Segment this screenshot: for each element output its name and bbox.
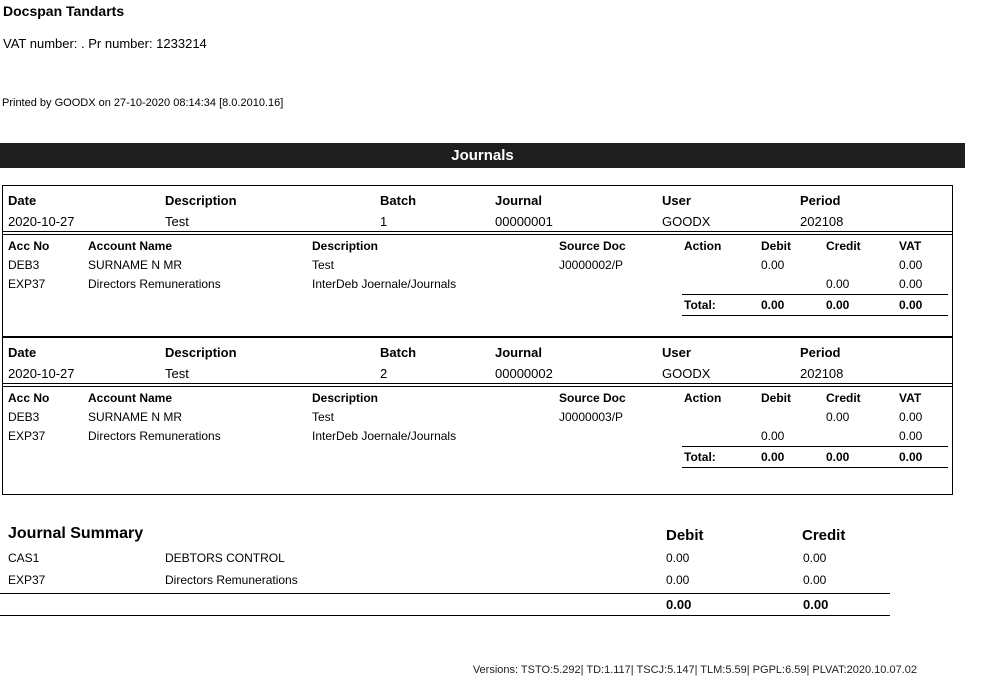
report-title-banner [0, 143, 965, 168]
description-header: Description [165, 345, 237, 360]
journal-block-1 [2, 185, 953, 337]
summary-debit: 0.00 [666, 551, 690, 565]
entry-acc-no: EXP37 [8, 277, 46, 291]
account-name-header: Account Name [88, 239, 173, 253]
entry-acc-no: EXP37 [8, 429, 46, 443]
vat-header: VAT [899, 239, 922, 253]
entry-debit: 0.00 [761, 258, 785, 272]
entry-vat: 0.00 [899, 429, 923, 443]
total-label: Total: [684, 298, 716, 312]
journal-user: GOODX [662, 366, 711, 381]
journal-header-values [3, 366, 952, 383]
journal-number: 00000001 [495, 214, 553, 229]
journal-header-values [3, 214, 952, 231]
journal-summary-title: Journal Summary [8, 525, 144, 542]
total-credit: 0.00 [826, 298, 850, 312]
debit-header: Debit [761, 239, 791, 253]
journal-header: Journal [495, 193, 542, 208]
summary-total-debit: 0.00 [666, 597, 692, 612]
journal-period: 202108 [800, 366, 844, 381]
entry-acc-no: DEB3 [8, 410, 40, 424]
summary-total-rule-top [0, 593, 890, 594]
double-separator [3, 231, 952, 235]
period-header: Period [800, 193, 841, 208]
journal-header-labels [3, 193, 952, 210]
total-vat: 0.00 [899, 450, 923, 464]
total-debit: 0.00 [761, 450, 785, 464]
entry-source-doc: J0000003/P [559, 410, 624, 424]
user-header: User [662, 345, 691, 360]
journal-header-labels [3, 345, 952, 362]
action-header: Action [684, 239, 722, 253]
versions-footer: Versions: TSTO:5.292| TD:1.117| TSCJ:5.147| TLM:5.59| PGPL:6.59| PLVAT:2020.10.07.02 [472, 664, 917, 676]
summary-row [0, 551, 1008, 568]
entry-desc: Test [312, 410, 335, 424]
journal-total-row [3, 298, 952, 315]
summary-total-rule-bottom [0, 615, 890, 616]
journal-date: 2020-10-27 [8, 214, 75, 229]
entry-row [3, 258, 952, 275]
summary-total-credit: 0.00 [803, 597, 829, 612]
summary-acc-no: CAS1 [8, 551, 40, 565]
total-credit: 0.00 [826, 450, 850, 464]
company-name: Docspan Tandarts [3, 3, 125, 19]
batch-header: Batch [380, 193, 417, 208]
entry-header-row [3, 391, 952, 408]
report-title: Journals [451, 147, 514, 164]
summary-debit-header: Debit [666, 527, 704, 544]
journal-total-row [3, 450, 952, 467]
journal-user: GOODX [662, 214, 711, 229]
entry-vat: 0.00 [899, 277, 923, 291]
entry-desc: Test [312, 258, 335, 272]
entry-acc-name: Directors Remunerations [88, 277, 221, 291]
entry-credit: 0.00 [826, 277, 850, 291]
journal-date: 2020-10-27 [8, 366, 75, 381]
acc-no-header: Acc No [8, 239, 50, 253]
entry-header-row [3, 239, 952, 256]
description-header: Description [165, 193, 237, 208]
journal-desc: Test [165, 366, 189, 381]
summary-acc-no: EXP37 [8, 573, 46, 587]
credit-header: Credit [826, 391, 861, 405]
summary-debit: 0.00 [666, 573, 690, 587]
entry-source-doc: J0000002/P [559, 258, 624, 272]
entry-row [3, 277, 952, 294]
total-label: Total: [684, 450, 716, 464]
total-rule-top [682, 446, 948, 447]
summary-credit: 0.00 [803, 573, 827, 587]
journal-desc: Test [165, 214, 189, 229]
batch-header: Batch [380, 345, 417, 360]
journal-block-2 [2, 337, 953, 495]
date-header: Date [8, 345, 37, 360]
entry-vat: 0.00 [899, 410, 923, 424]
vat-header: VAT [899, 391, 922, 405]
journal-number: 00000002 [495, 366, 553, 381]
account-name-header: Account Name [88, 391, 173, 405]
period-header: Period [800, 345, 841, 360]
entry-acc-name: Directors Remunerations [88, 429, 221, 443]
summary-credit-header: Credit [802, 527, 846, 544]
entry-desc-header: Description [312, 391, 379, 405]
total-debit: 0.00 [761, 298, 785, 312]
action-header: Action [684, 391, 722, 405]
entry-row [3, 429, 952, 446]
summary-acc-name: DEBTORS CONTROL [165, 551, 285, 565]
source-doc-header: Source Doc [559, 239, 626, 253]
entry-acc-name: SURNAME N MR [88, 258, 183, 272]
entry-debit: 0.00 [761, 429, 785, 443]
journal-header: Journal [495, 345, 542, 360]
date-header: Date [8, 193, 37, 208]
summary-credit: 0.00 [803, 551, 827, 565]
user-header: User [662, 193, 691, 208]
total-rule-bottom [682, 467, 948, 468]
entry-credit: 0.00 [826, 410, 850, 424]
entry-row [3, 410, 952, 427]
printed-by-line: Printed by GOODX on 27-10-2020 08:14:34 [8.0.2010.16] [2, 97, 284, 109]
entry-desc: InterDeb Joernale/Journals [312, 429, 457, 443]
entry-vat: 0.00 [899, 258, 923, 272]
entry-desc: InterDeb Joernale/Journals [312, 277, 457, 291]
entry-desc-header: Description [312, 239, 379, 253]
journal-batch: 1 [380, 214, 388, 229]
credit-header: Credit [826, 239, 861, 253]
acc-no-header: Acc No [8, 391, 50, 405]
debit-header: Debit [761, 391, 791, 405]
source-doc-header: Source Doc [559, 391, 626, 405]
total-rule-bottom [682, 315, 948, 316]
entry-acc-name: SURNAME N MR [88, 410, 183, 424]
summary-row [0, 573, 1008, 590]
summary-acc-name: Directors Remunerations [165, 573, 298, 587]
entry-acc-no: DEB3 [8, 258, 40, 272]
journal-batch: 2 [380, 366, 388, 381]
summary-total-row [0, 597, 1008, 614]
journal-period: 202108 [800, 214, 844, 229]
double-separator [3, 383, 952, 387]
vat-pr-number-line: VAT number: . Pr number: 1233214 [3, 36, 207, 51]
total-vat: 0.00 [899, 298, 923, 312]
total-rule-top [682, 294, 948, 295]
